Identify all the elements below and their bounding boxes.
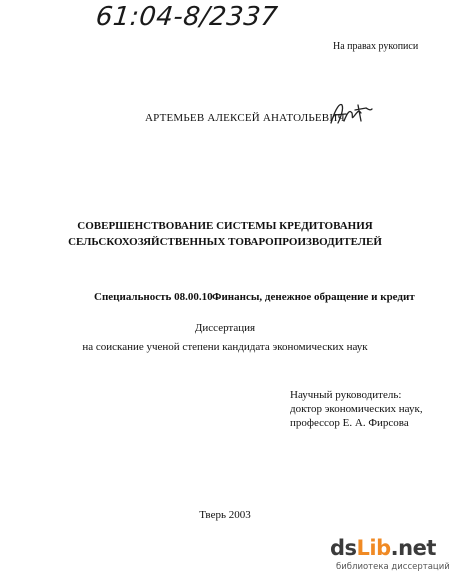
supervisor-heading: Научный руководитель: (290, 389, 402, 401)
specialty-name: Финансы, денежное обращение и кредит (212, 291, 415, 303)
supervisor-name: профессор Е. А. Фирсова (290, 417, 409, 429)
rights-note: На правах рукописи (333, 41, 419, 52)
author-name: АРТЕМЬЕВ АЛЕКСЕЙ АНАТОЛЬЕВИЧ (145, 112, 345, 124)
degree-description: на соискание ученой степени кандидата экономических наук (82, 341, 368, 353)
work-type: Диссертация (194, 322, 256, 334)
archive-stamp: 61:04-8/2337 (94, 2, 280, 32)
dslib-tagline: библиотека диссертаций (336, 562, 450, 572)
dslib-logo: dsLib.net (330, 536, 436, 560)
author-signature (328, 101, 374, 129)
specialty-label: Специальность 08.00.10 - (94, 291, 220, 303)
supervisor-degree: доктор экономических наук, (290, 403, 423, 415)
thesis-title-line-1: СОВЕРШЕНСТВОВАНИЕ СИСТЕМЫ КРЕДИТОВАНИЯ (77, 220, 373, 232)
city-year: Тверь 2003 (199, 509, 251, 521)
thesis-title-line-2: СЕЛЬСКОХОЗЯЙСТВЕННЫХ ТОВАРОПРОИЗВОДИТЕЛЕЙ (68, 236, 382, 248)
